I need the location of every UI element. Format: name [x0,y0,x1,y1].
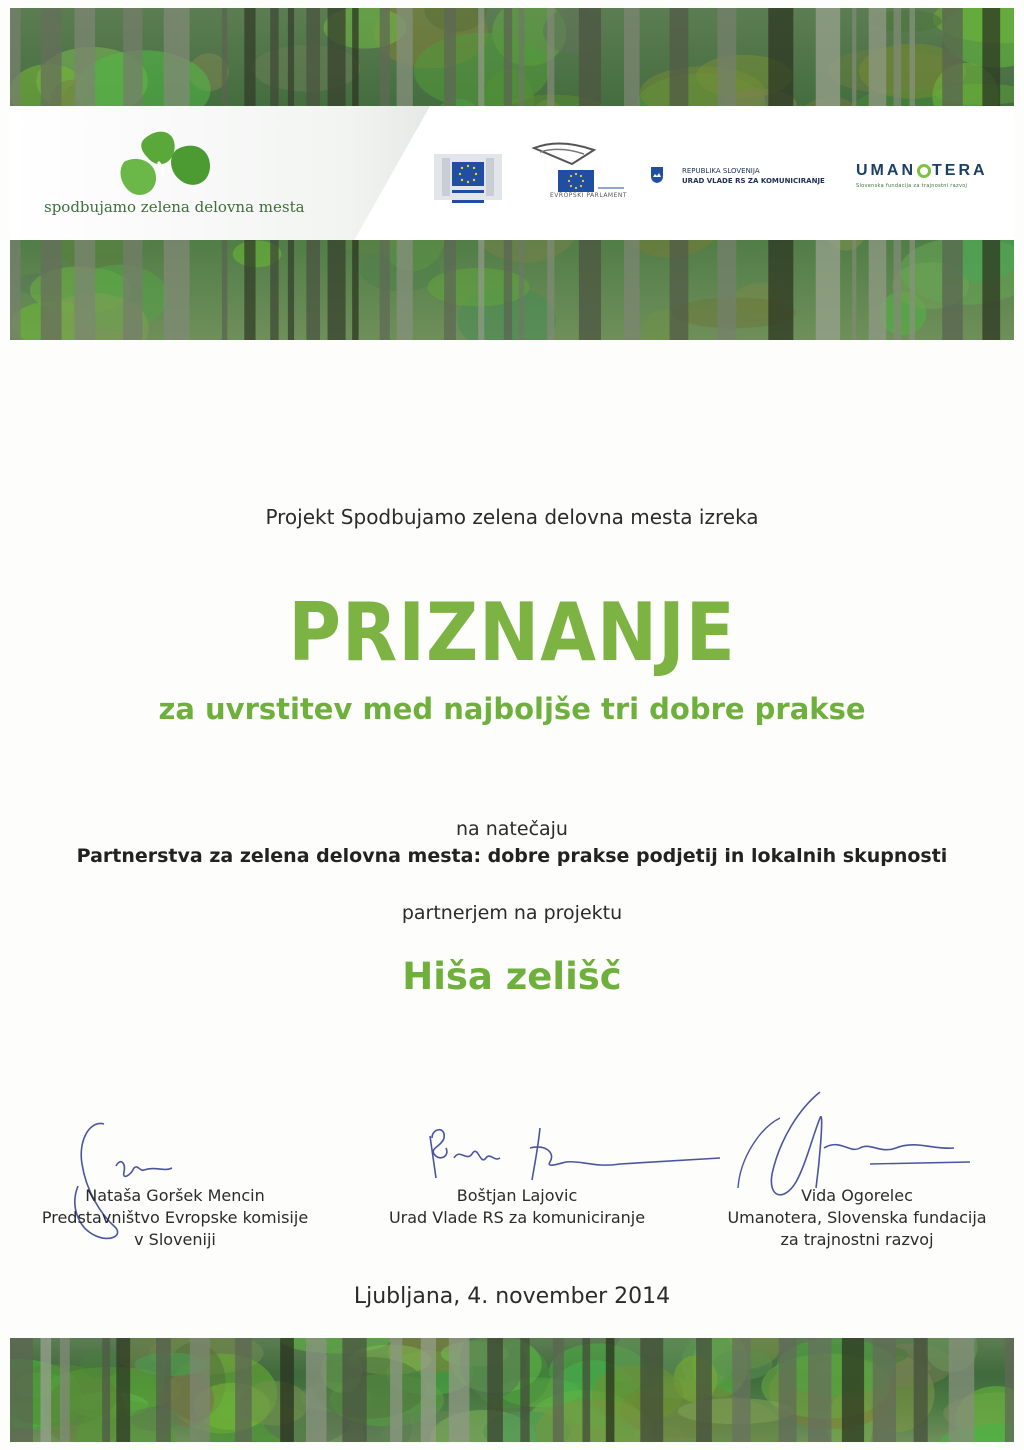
partner-label: partnerjem na projektu [401,902,623,924]
signatory-role: Predstavništvo Evropske komisije [41,1208,309,1227]
certificate-subtitle: za uvrstitev med najboljše tri dobre prakse [158,692,866,726]
brand-panel [10,106,430,240]
signatory-name: Boštjan Lajovic [456,1186,578,1205]
umanotera-tagline: Slovenska fundacija za trajnostni razvoj [856,183,968,189]
signatory-1 [30,1185,320,1251]
contest-name: Partnerstva za zelena delovna mesta: dobre prakse podjetij in lokalnih skupnosti [76,845,948,867]
intro-text: Projekt Spodbujamo zelena delovna mesta izreka [265,505,759,529]
slovenia-republic-text: REPUBLIKA SLOVENIJA [682,167,760,175]
project-name: Hiša zelišč [402,955,622,998]
contest-prefix: na natečaju [456,818,568,840]
brand-text: spodbujamo zelena delovna mesta [44,198,305,216]
certificate-title: PRIZNANJE [288,586,736,679]
signatory-role-2: za trajnostni razvoj [780,1230,934,1249]
leaf-logo-icon [118,126,214,204]
date-place: Ljubljana, 4. november 2014 [353,1284,671,1309]
ep-caption: EVROPSKI PARLAMENT [550,192,628,199]
slovenia-government-label [682,166,825,186]
umanotera-wordmark [856,162,988,180]
signatory-role-2: v Sloveniji [134,1230,216,1249]
signature-lajovic [420,1118,740,1188]
umanotera-o-icon [917,164,931,178]
forest-footer-image [10,1338,1014,1442]
government-office-text: URAD VLADE RS ZA KOMUNICIRANJE [682,177,825,185]
signatory-role: Umanotera, Slovenska fundacija [727,1208,987,1227]
european-commission-logo [428,152,508,208]
umanotera-logo [856,162,988,189]
signatory-name: Nataša Goršek Mencin [85,1186,265,1205]
logo-banner [10,106,1014,240]
signatory-3 [712,1185,1002,1251]
slovenia-coat-of-arms-icon [650,166,664,184]
umanotera-wordmark-b: TERA [932,162,988,179]
signatory-name: Vida Ogorelec [801,1186,913,1205]
umanotera-wordmark-a: UMAN [856,162,916,179]
signatory-role: Urad Vlade RS za komuniciranje [388,1208,646,1227]
signatory-2 [372,1185,662,1229]
